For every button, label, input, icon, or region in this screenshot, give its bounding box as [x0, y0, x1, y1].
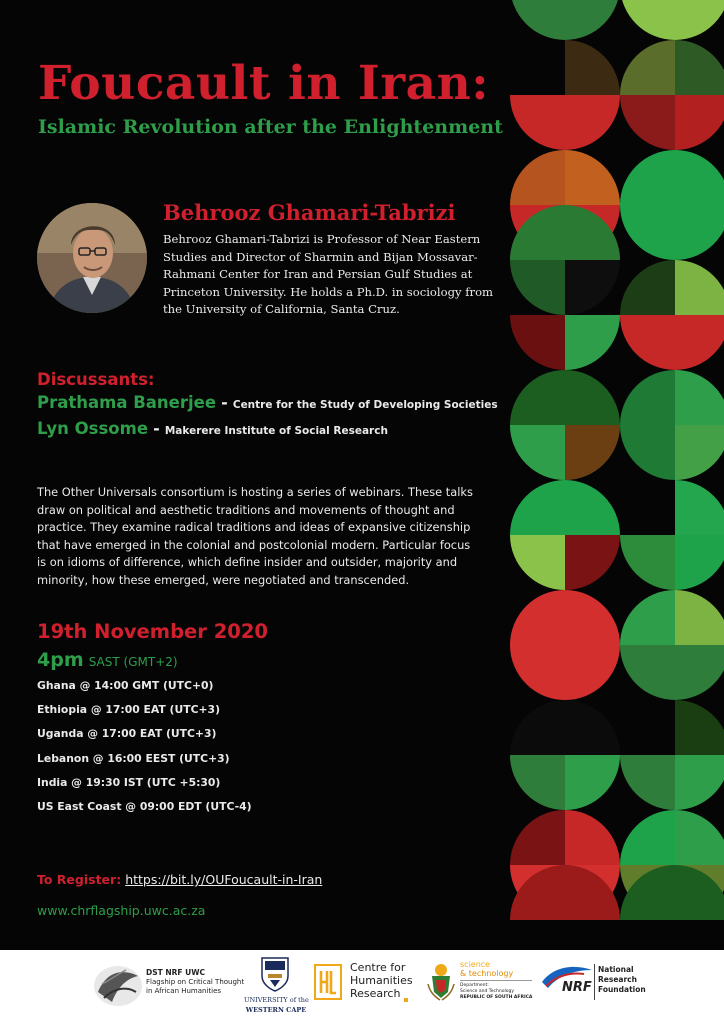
event-time [37, 649, 178, 671]
speaker-bio: Behrooz Ghamari-Tabrizi is Professor of Near Eastern Studies and Director of Sharmin and Bijan Mossavar-Rahmani Center for Iran and Persian Gulf Studies at Princeton University. He holds a Ph.D. in sociology from the University of California, Santa Cruz. [163, 232, 494, 316]
uwc-crest-icon [260, 956, 290, 992]
timezone-item: Lebanon @ 16:00 EEST (UTC+3) [37, 751, 230, 765]
dst-line5: REPUBLIC OF SOUTH AFRICA [460, 995, 533, 1000]
nrf-divider [594, 964, 595, 1000]
chr-line2: Humanities [350, 974, 413, 987]
speaker-name: Behrooz Ghamari-Tabrizi [163, 200, 456, 225]
nrf-logo [540, 962, 650, 1010]
flagship-line1: DST NRF UWC [146, 968, 206, 977]
nrf-mark: NRF [562, 980, 592, 995]
discussant-separator: - [153, 419, 160, 438]
event-timezone: SAST (GMT+2) [88, 655, 178, 669]
flagship-line2: Flagship on Critical Thought [146, 978, 245, 986]
decorative-circle-pattern [510, 0, 724, 950]
event-title: Foucault in Iran: [38, 56, 490, 111]
uwc-line1: UNIVERSITY of the [244, 996, 309, 1004]
nrf-line2: Research [598, 975, 637, 984]
timezone-item: India @ 19:30 IST (UTC +5:30) [37, 775, 221, 789]
nrf-line3: Foundation [598, 985, 646, 994]
uwc-logo [244, 956, 308, 1022]
dst-line2: & technology [460, 969, 514, 978]
event-subtitle: Islamic Revolution after the Enlightenment [38, 116, 503, 138]
dst-logo [426, 960, 536, 1012]
discussant-name: Prathama Banerjee [37, 393, 217, 412]
discussant-name: Lyn Ossome [37, 419, 149, 438]
discussant-item [37, 393, 498, 412]
website-link[interactable]: www.chrflagship.uwc.ac.za [37, 903, 206, 918]
timezone-item: US East Coast @ 09:00 EDT (UTC-4) [37, 799, 252, 813]
timezone-item: Uganda @ 17:00 EAT (UTC+3) [37, 727, 217, 741]
flagship-emblem-icon [92, 962, 144, 1010]
dst-line4: Science and Technology [460, 989, 514, 994]
chr-line3: Research [350, 987, 401, 1000]
registration [37, 872, 322, 887]
dst-divider [460, 980, 532, 981]
chr-logo [314, 960, 414, 1010]
flagship-line3: in African Humanities [146, 987, 222, 995]
dst-line1: science [460, 960, 491, 969]
nrf-line1: National [598, 965, 634, 974]
discussant-affiliation: Makerere Institute of Social Research [164, 425, 388, 437]
speaker-photo [37, 203, 147, 313]
register-link[interactable]: https://bit.ly/OUFoucault-in-Iran [125, 872, 323, 887]
dst-line3: Department: [460, 983, 489, 988]
timezone-list [37, 679, 252, 824]
timezone-item: Ghana @ 14:00 GMT (UTC+0) [37, 679, 214, 692]
flagship-logo [92, 960, 252, 1014]
discussant-item [37, 419, 388, 438]
chr-emblem-icon [314, 964, 342, 1000]
sa-coat-of-arms-icon [426, 962, 456, 1002]
event-time-value: 4pm [37, 649, 84, 671]
event-description: The Other Universals consortium is hosting a series of webinars. These talks draw on political and aesthetic traditions and movements of thought and practice. They examine radical traditions and ideas of expansive citizenship that have emerged in the colonial and postcolonial modern. Particular focus is on idioms of difference, which define insider and outsider, majority and minority, how these emerged, were negotiated and transcended. [37, 485, 473, 587]
uwc-line2: WESTERN CAPE [245, 1006, 307, 1014]
event-date: 19th November 2020 [37, 620, 268, 643]
chr-dot-icon [404, 998, 408, 1002]
timezone-item: Ethiopia @ 17:00 EAT (UTC+3) [37, 703, 220, 717]
sponsor-logos-footer [0, 950, 724, 1024]
register-label: To Register: [37, 872, 122, 887]
discussant-affiliation: Centre for the Study of Developing Societies [232, 399, 498, 411]
chr-line1: Centre for [350, 961, 406, 974]
discussant-separator: - [221, 393, 228, 412]
discussants-heading: Discussants: [37, 370, 155, 389]
